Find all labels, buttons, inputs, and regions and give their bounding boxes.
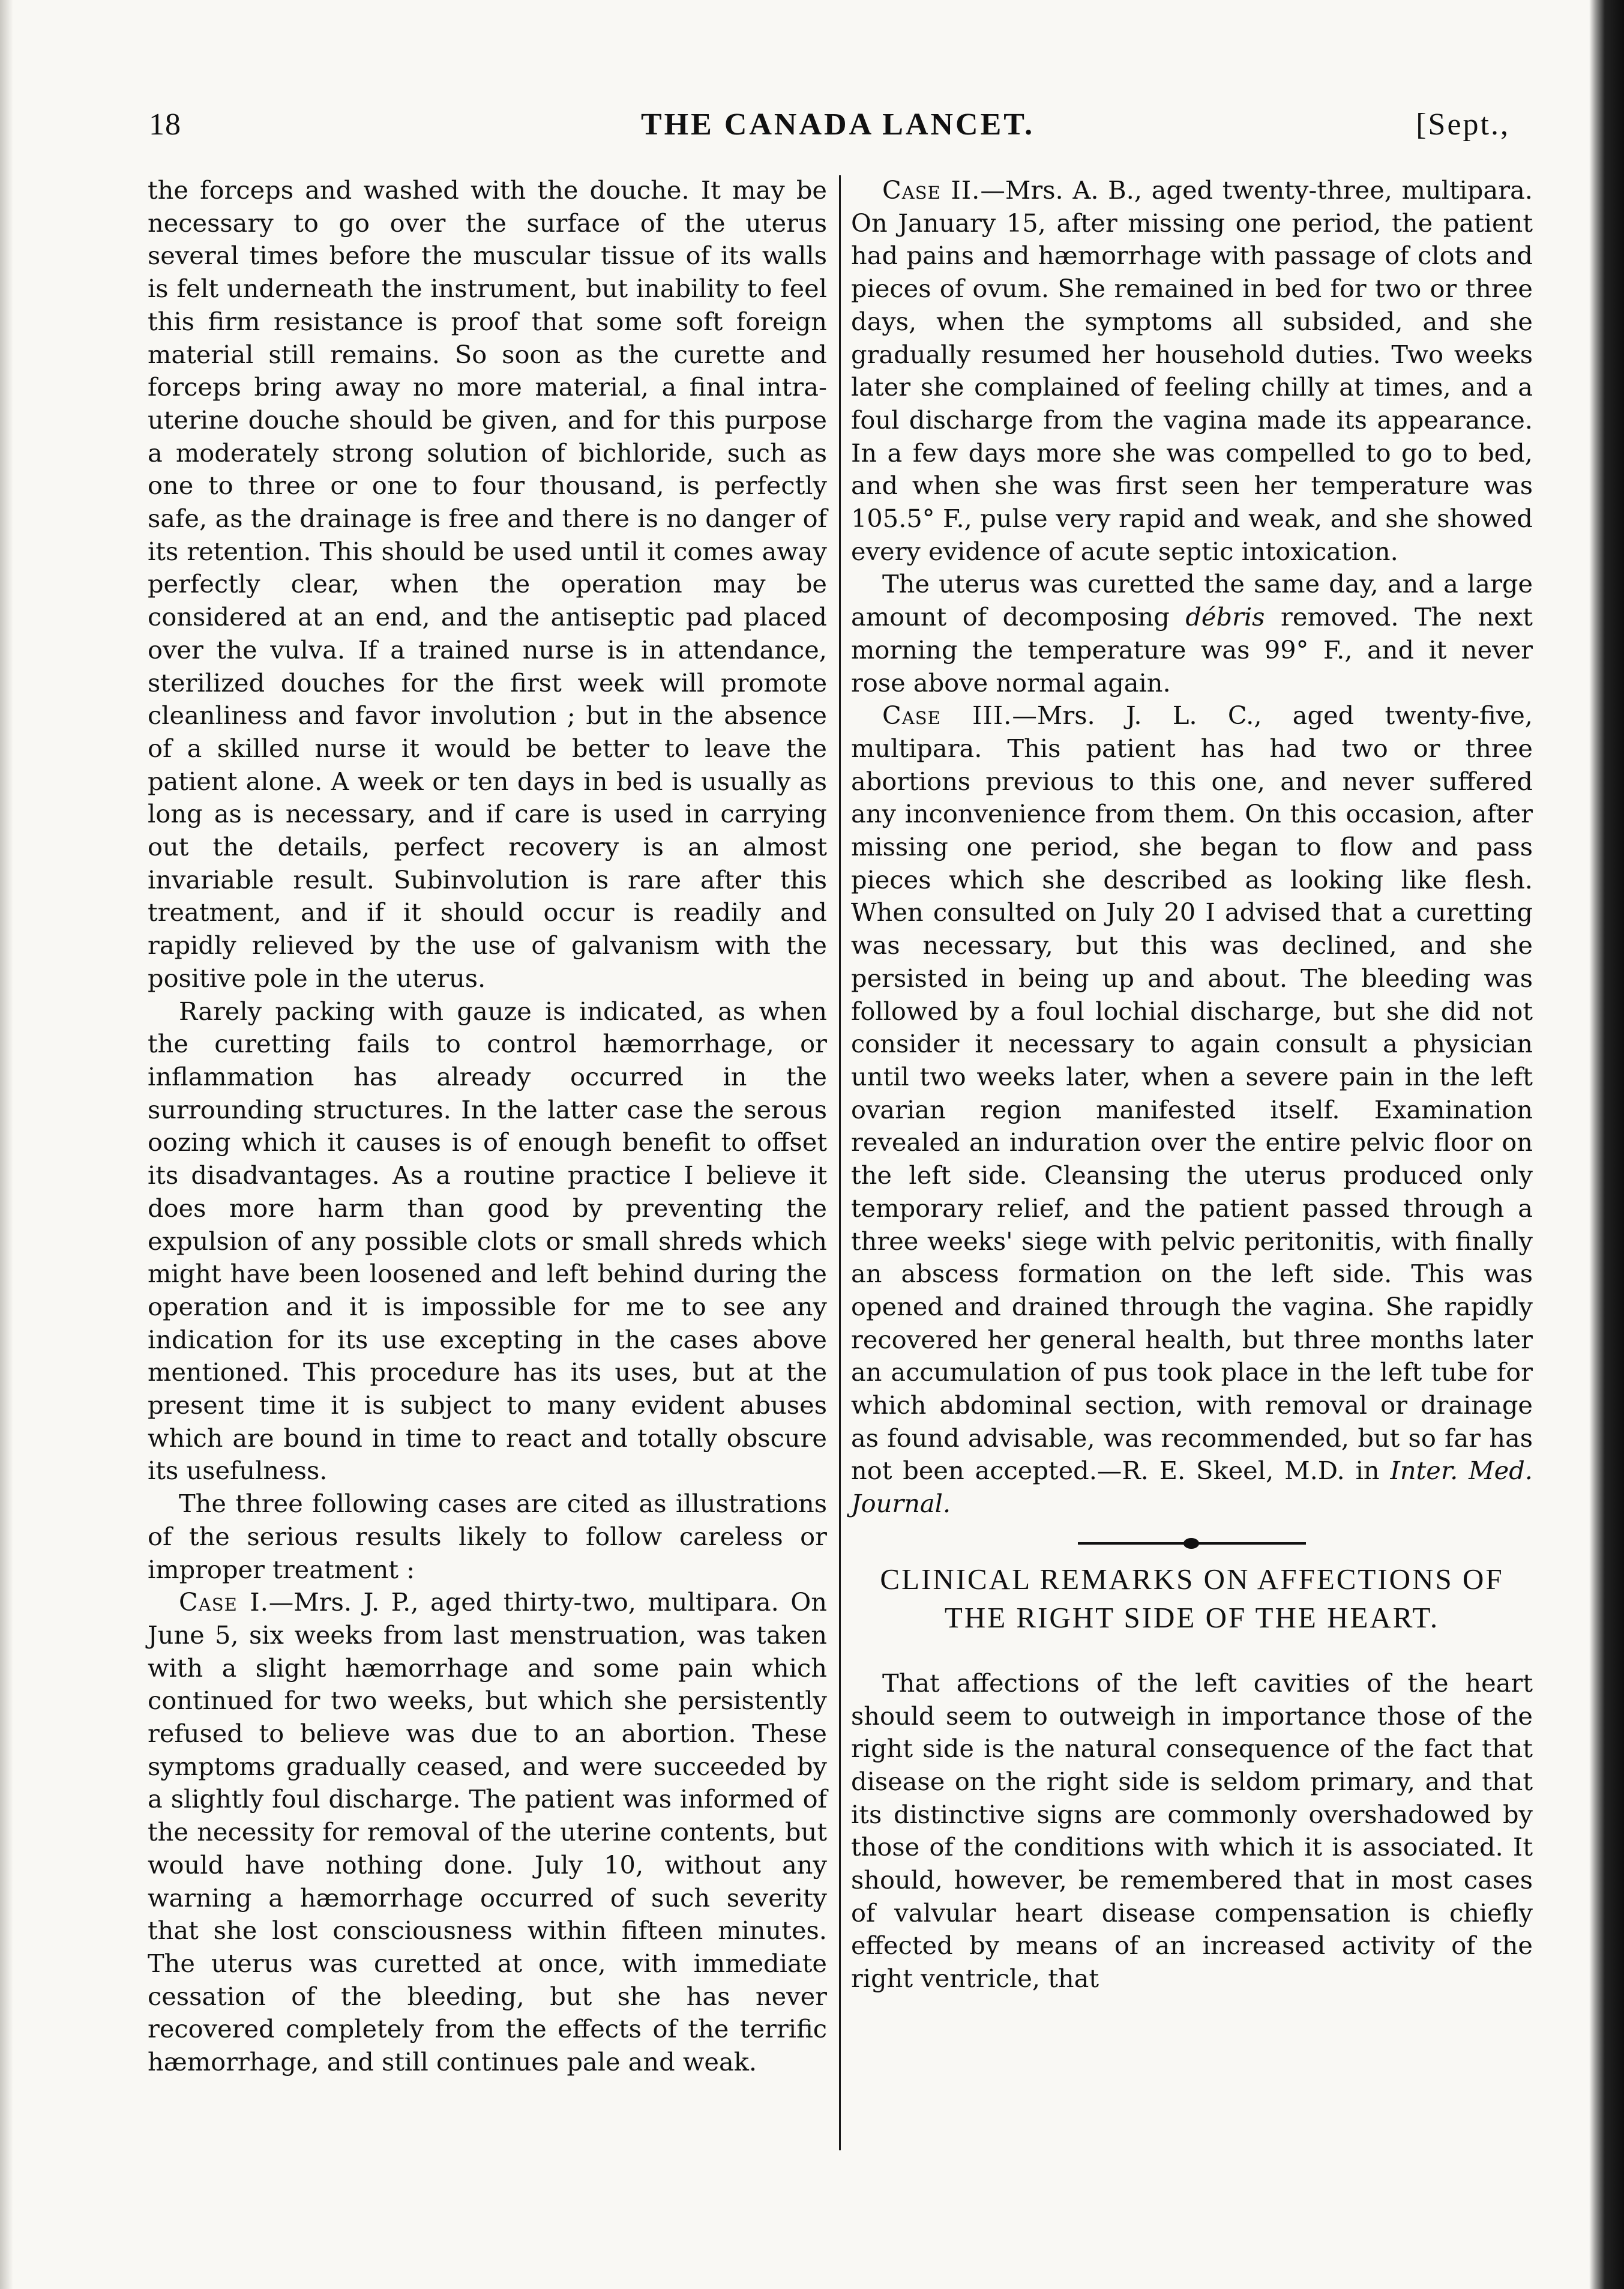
case-text: —Mrs. J. L. C., aged twenty-five, multipara. This patient has had two or three abortions previous to this one, and never suffered any inconvenience from them. On this occasion, after missing one period, she began to flow and pass pieces which she described as looking like flesh. When consulted on July 20 I advised that a curetting was necessary, but this was declined, and she persisted in being up and about. The bleeding was followed by a foul lochial discharge, but she did not consider it necessary to again consult a physician until two weeks later, when a severe pain in the left ovarian region manifested itself. Examination revealed an induration over the entire pelvic floor on the left side. Cleansing the uterus produced only temporary relief, and the patient passed through a three weeks' siege with pelvic peritonitis, with finally an abscess formation on the left side. This was opened and drained through the vagina. She rapidly recovered her general health, but three months later an accumulation of pus took place in the left tube for which abdominal section, with removal or drainage as found advisable, was recommended, but so far has not been accepted.—R. E. Skeel, M.D. in (851, 701, 1533, 1486)
case-text: —Mrs. A. B., aged twenty-three, multipara. On January 15, after missing one period, the patient had pains and hæmorrhage with passage of clots and pieces of ovum. She remained in bed for two or three days, when the symptoms all subsided, and she gradually resumed her household duties. Two weeks later she complained of feeling chilly at times, and a foul discharge from the vagina made its appearance. In a few days more she was compelled to go to bed, and when she was first seen her temperature was 105.5° F., pulse very rapid and weak, and she showed every evidence of acute septic intoxication. (851, 175, 1533, 566)
paragraph: The three following cases are cited as illustrations of the serious results likely to follow careless or improper treatment : (148, 1489, 827, 1584)
case-paragraph (148, 1586, 827, 2079)
case-paragraph (851, 699, 1533, 1521)
page-edge-shadow (0, 0, 13, 2289)
case-label: Case II. (882, 175, 981, 205)
running-head (149, 107, 1510, 155)
text-segment: removed. The next morning the temperature was 99° F., and it never rose above normal again. (851, 602, 1533, 698)
section-ornament (1078, 1542, 1306, 1545)
case-label: Case I. (179, 1587, 269, 1617)
paragraph: Rarely packing with gauze is indicated, as when the curetting fails to control hæmorrhage, or inflammation has already occurred in the surrounding structures. In the latter case the serous oozing which it causes is of enough benefit to offset its disadvantages. As a routine practice I believe it does more harm than good by preventing the expulsion of any possible clots or small shreds which might have been loosened and left behind during the operation and it is impossible for me to see any indication for its use excepting in the cases above mentioned. This procedure has its uses, but at the present time it is subject to many evident abuses which are bound in time to react and totally obscure its usefulness. (148, 996, 827, 1486)
text-segment: The uterus was curetted the same day, and a large amount of decomposing (851, 569, 1533, 632)
section-title: CLINICAL REMARKS ON AFFECTIONS OF THE RIGHT SIDE OF THE HEART. (880, 1562, 1504, 1634)
left-column (148, 174, 827, 2079)
case-label: Case III. (882, 701, 1012, 731)
issue-date: [Sept., (1416, 107, 1510, 142)
case-text: —Mrs. J. P., aged thirty-two, multipara. On June 5, six weeks from last menstruation, was taken with a slight hæmorrhage and some pain which continued for two weeks, but which she persistently refused to believe was due to an abortion. These symptoms gradually ceased, and were succeeded by a slightly foul discharge. The patient was informed of the necessity for removal of the uterine contents, but would have nothing done. July 10, without any warning a hæmorrhage occurred of such severity that she lost consciousness within fifteen minutes. The uterus was curetted at once, with immediate cessation of the bleeding, but she has never recovered completely from the effects of the terrific hæmorrhage, and still continues pale and weak. (148, 1587, 827, 2077)
case-paragraph (851, 174, 1533, 568)
journal-title: THE CANADA LANCET. (641, 107, 1035, 142)
right-column (851, 174, 1533, 1995)
paragraph: That affections of the left cavities of the heart should seem to outweigh in importance those of the right side is the natural consequence of the fact that disease on the right side is seldom primary, and that its distinctive signs are commonly overshadowed by those of the conditions with which it is associated. It should, however, be remembered that in most cases of valvular heart disease compensation is chiefly effected by means of an increased activity of the right ventricle, that (851, 1668, 1533, 1994)
column-rule (839, 175, 841, 2150)
citation-source: Inter. Med. Journal. (851, 1456, 1533, 1519)
paragraph: the forceps and washed with the douche. It may be necessary to go over the surface of the uterus several times before the muscular tissue of its walls is felt underneath the instrument, but inability to feel this firm resistance is proof that some soft foreign material still remains. So soon as the curette and forceps bring away no more material, a final intra-uterine douche should be given, and for this purpose a moderately strong solution of bichloride, such as one to three or one to four thousand, is perfectly safe, as the drainage is free and there is no danger of its retention. This should be used until it comes away perfectly clear, when the operation may be considered at an end, and the antiseptic pad placed over the vulva. If a trained nurse is in attendance, sterilized douches for the first week will promote cleanliness and favor involution ; but in the absence of a skilled nurse it would be better to leave the patient alone. A week or ten days in bed is usually as long as is necessary, and if care is used in carrying out the details, perfect recovery is an almost invariable result. Subinvolution is rare after this treatment, and if it should occur is readily and rapidly relieved by the use of galvanism with the positive pole in the uterus. (148, 175, 827, 993)
binding-edge (1589, 0, 1624, 2289)
paragraph (851, 568, 1533, 699)
italic-term: débris (1185, 602, 1265, 632)
page-number: 18 (149, 107, 181, 142)
